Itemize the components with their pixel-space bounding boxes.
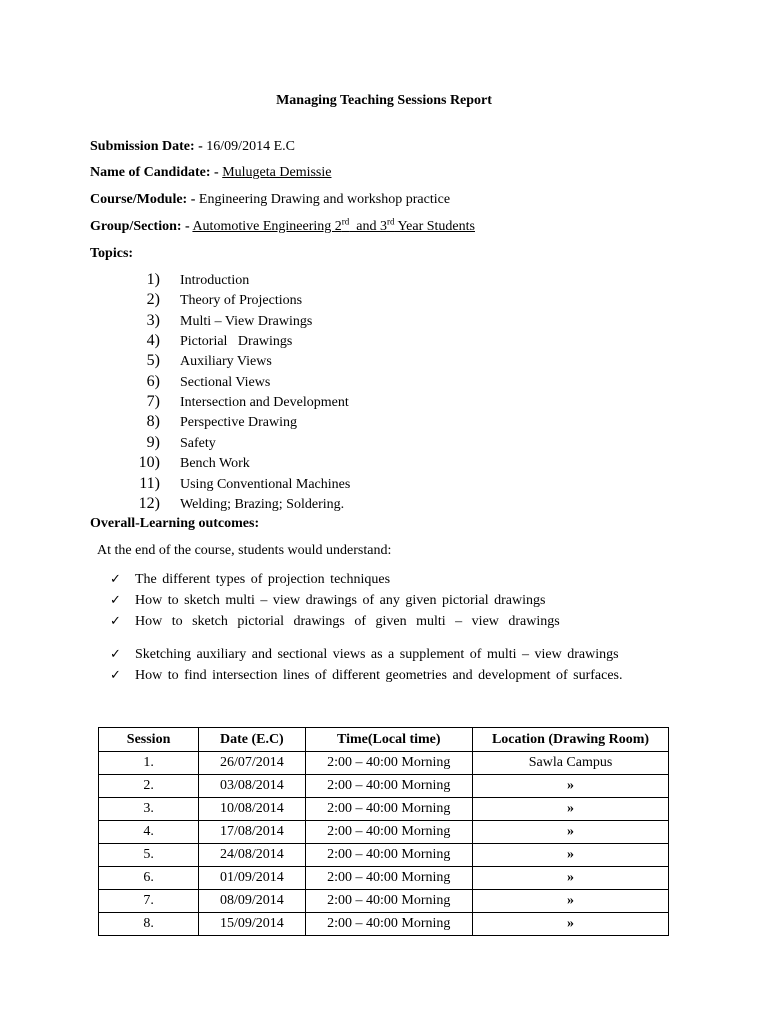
cell-location: » [473, 890, 669, 913]
outcome-text: Sketching auxiliary and sectional views as a supplement of multi – view drawings [135, 647, 619, 662]
outcomes-label: Overall-Learning outcomes: [90, 516, 260, 531]
group-line [90, 216, 475, 235]
check-icon: ✓ [110, 593, 121, 608]
cell-date: 10/08/2014 [199, 798, 305, 821]
header-session: Session [99, 728, 199, 752]
header-location: Location (Drawing Room) [473, 728, 669, 752]
outcome-text: How to sketch pictorial drawings of given multi – view drawings [135, 614, 560, 629]
cell-date: 26/07/2014 [199, 752, 305, 775]
outcomes-intro: At the end of the course, students would understand: [97, 543, 392, 558]
cell-time: 2:00 – 40:00 Morning [305, 844, 473, 867]
cell-location: » [473, 775, 669, 798]
header-date: Date (E.C) [199, 728, 305, 752]
check-icon: ✓ [110, 647, 121, 662]
table-row [99, 890, 669, 913]
group-sup1: rd [341, 216, 350, 227]
table-header-row [99, 728, 669, 752]
topic-text: Auxiliary Views [180, 354, 272, 369]
table-row [99, 752, 669, 775]
cell-location: » [473, 798, 669, 821]
cell-date: 03/08/2014 [199, 775, 305, 798]
outcome-text: How to find intersection lines of different geometries and development of surfaces. [135, 668, 623, 683]
cell-session: 3. [99, 798, 199, 821]
cell-location: » [473, 821, 669, 844]
check-icon: ✓ [110, 668, 121, 683]
topics-label: Topics: [90, 246, 134, 261]
check-icon: ✓ [110, 614, 121, 629]
cell-location: Sawla Campus [473, 752, 669, 775]
topic-number: 12) [138, 495, 160, 512]
sessions-table [98, 727, 669, 936]
candidate-line [90, 165, 331, 181]
group-sup2: rd [386, 216, 395, 227]
topic-text: Pictorial Drawings [180, 334, 293, 349]
cell-time: 2:00 – 40:00 Morning [305, 775, 473, 798]
table-row [99, 775, 669, 798]
group-label: Group/Section: - [90, 219, 190, 234]
topic-text: Intersection and Development [180, 395, 349, 410]
topic-number: 4) [146, 332, 160, 349]
table-row [99, 798, 669, 821]
cell-session: 5. [99, 844, 199, 867]
cell-time: 2:00 – 40:00 Morning [305, 890, 473, 913]
cell-session: 1. [99, 752, 199, 775]
table-row [99, 821, 669, 844]
check-icon: ✓ [110, 572, 121, 587]
cell-session: 8. [99, 913, 199, 936]
candidate-name: Mulugeta Demissie [222, 165, 332, 180]
cell-location: » [473, 844, 669, 867]
topic-number: 7) [146, 393, 160, 410]
topic-number: 8) [146, 413, 160, 430]
outcome-item [110, 593, 545, 609]
cell-location: » [473, 913, 669, 936]
group-value-part3: Year Students [394, 219, 475, 234]
course-line [90, 192, 450, 208]
report-title: Managing Teaching Sessions Report [276, 93, 492, 108]
outcome-item [110, 614, 560, 630]
table-row [99, 867, 669, 890]
table-row [99, 913, 669, 936]
topic-number: 9) [146, 434, 160, 451]
cell-session: 7. [99, 890, 199, 913]
topics-heading [90, 246, 133, 262]
outcome-item [110, 572, 390, 588]
topic-number: 11) [139, 475, 160, 492]
cell-time: 2:00 – 40:00 Morning [305, 821, 473, 844]
topic-text: Introduction [180, 273, 250, 288]
course-label: Course/Module: - [90, 192, 196, 207]
cell-time: 2:00 – 40:00 Morning [305, 752, 473, 775]
table-row [99, 844, 669, 867]
outcomes-heading [90, 516, 259, 532]
group-value-part2: and 3 [349, 219, 387, 234]
cell-session: 2. [99, 775, 199, 798]
topic-text: Multi – View Drawings [180, 314, 313, 329]
topic-number: 5) [146, 352, 160, 369]
outcome-item [110, 647, 619, 663]
topic-text: Theory of Projections [180, 293, 303, 308]
topic-number: 2) [146, 291, 160, 308]
submission-date-line [90, 139, 295, 155]
cell-session: 4. [99, 821, 199, 844]
cell-location: » [473, 867, 669, 890]
cell-date: 15/09/2014 [199, 913, 305, 936]
outcome-text: The different types of projection techniques [135, 572, 391, 587]
cell-date: 08/09/2014 [199, 890, 305, 913]
topic-text: Bench Work [180, 456, 250, 471]
cell-time: 2:00 – 40:00 Morning [305, 798, 473, 821]
topic-text: Welding; Brazing; Soldering. [180, 497, 345, 512]
candidate-label: Name of Candidate: - [90, 165, 219, 180]
group-value-part1: Automotive Engineering 2 [192, 219, 342, 234]
topic-number: 3) [146, 312, 160, 329]
topic-number: 10) [138, 454, 160, 471]
topic-text: Sectional Views [180, 375, 271, 390]
cell-time: 2:00 – 40:00 Morning [305, 867, 473, 890]
course-value: Engineering Drawing and workshop practice [195, 192, 451, 207]
topic-number: 6) [146, 373, 160, 390]
outcome-item [110, 668, 623, 684]
cell-date: 01/09/2014 [199, 867, 305, 890]
cell-time: 2:00 – 40:00 Morning [305, 913, 473, 936]
topic-number: 1) [146, 271, 160, 288]
submission-date-label: Submission Date: - [90, 139, 203, 154]
submission-date-value: 16/09/2014 E.C [202, 139, 295, 154]
topic-text: Safety [180, 436, 216, 451]
outcome-text: How to sketch multi – view drawings of any given pictorial drawings [135, 593, 546, 608]
topic-text: Perspective Drawing [180, 415, 298, 430]
cell-session: 6. [99, 867, 199, 890]
cell-date: 17/08/2014 [199, 821, 305, 844]
cell-date: 24/08/2014 [199, 844, 305, 867]
topic-text: Using Conventional Machines [180, 477, 351, 492]
header-time: Time(Local time) [305, 728, 473, 752]
group-value [192, 216, 475, 234]
